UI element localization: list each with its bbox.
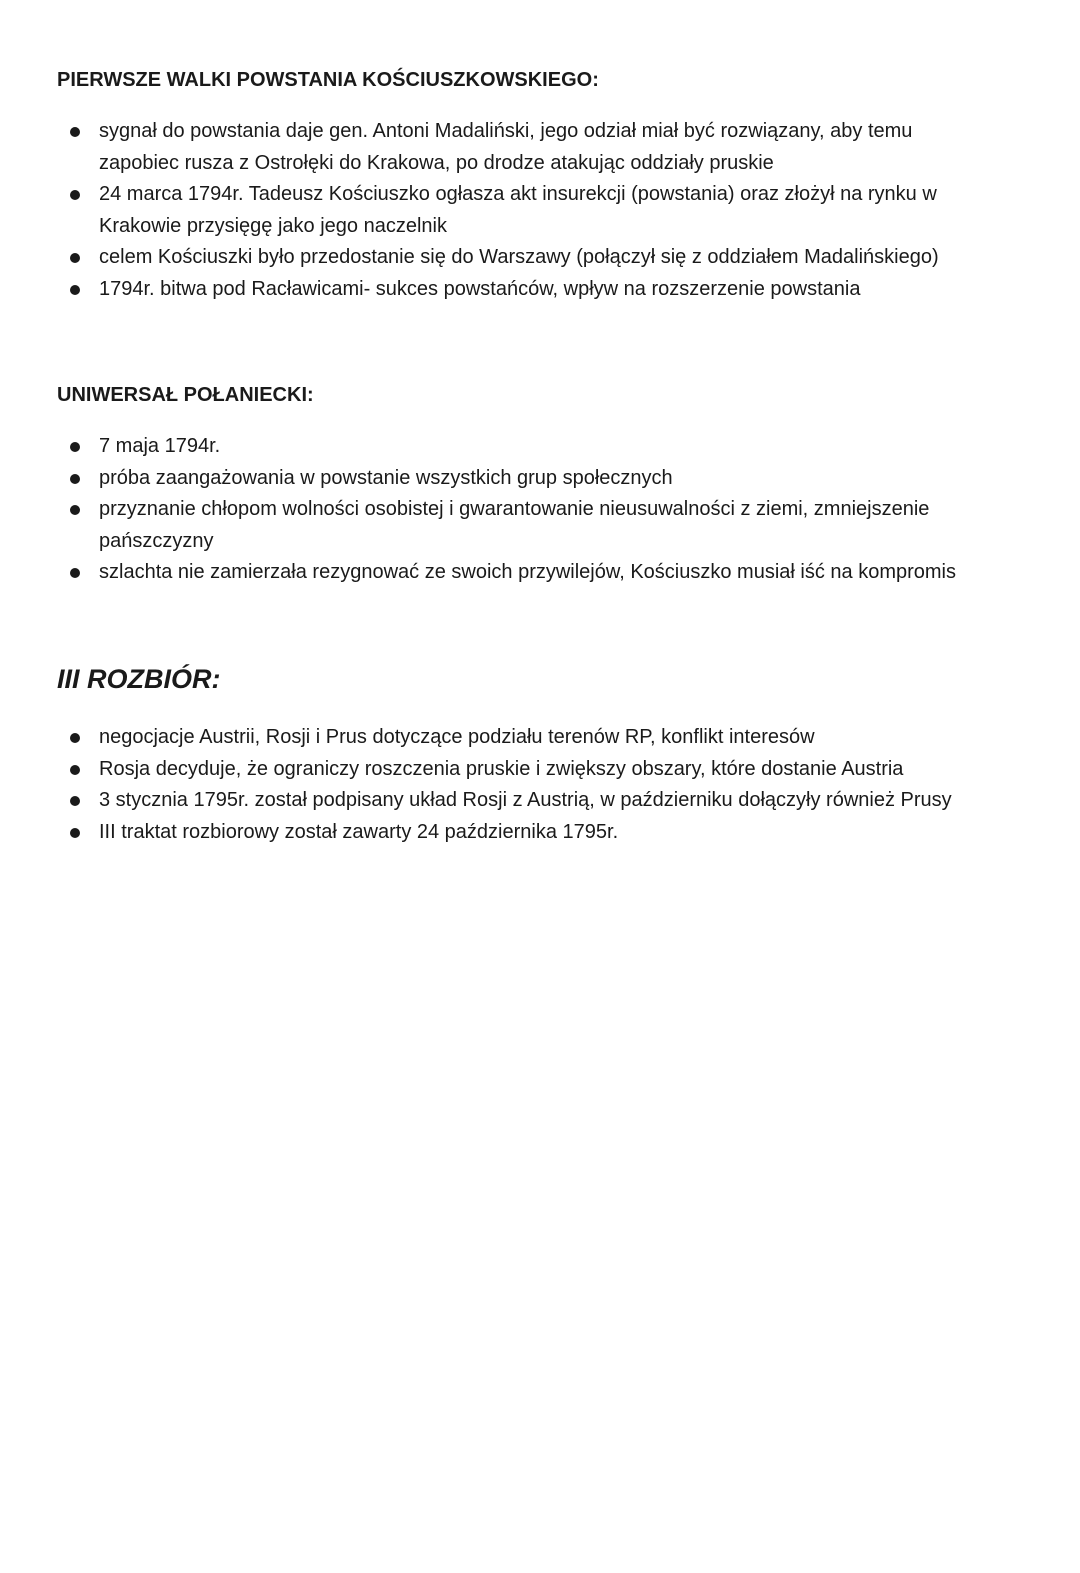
list-item [0, 817, 1080, 849]
list-item-line: pańszczyzny [99, 529, 214, 552]
list-item-line: III traktat rozbiorowy został zawarty 24 października 1795r. [99, 820, 619, 843]
list-item-line: szlachta nie zamierzała rezygnować ze swoich przywilejów, Kościuszko musiał iść na kompromis [99, 561, 956, 583]
list-item [0, 463, 1080, 495]
list-item-line: próba zaangażowania w powstanie wszystkich grup społecznych [99, 466, 673, 489]
bullet-icon [70, 568, 80, 578]
list-item [0, 242, 1080, 274]
section-heading-first-battles: PIERWSZE WALKI POWSTANIA KOŚCIUSZKOWSKIEGO: [57, 69, 599, 91]
list-item-line: sygnał do powstania daje gen. Antoni Madaliński, jego odział miał być rozwiązany, aby temu [99, 120, 913, 142]
list-item-line: 3 stycznia 1795r. został podpisany układ Rosji z Austrią, w październiku dołączyły również Prusy [99, 789, 952, 811]
bullet-list-first-battles [0, 116, 1080, 305]
list-item-line: 24 marca 1794r. Tadeusz Kościuszko ogłasza akt insurekcji (powstania) oraz złożył na rynku w [99, 183, 937, 205]
section-heading-polaniec-proclamation: UNIWERSAŁ POŁANIECKI: [57, 384, 314, 406]
list-item [0, 557, 1080, 589]
bullet-icon [70, 733, 80, 743]
list-item-line: zapobiec rusza z Ostrołęki do Krakowa, po drodze atakując oddziały pruskie [99, 151, 774, 174]
list-item-line: negocjacje Austrii, Rosji i Prus dotyczące podziału terenów RP, konflikt interesów [99, 726, 815, 748]
list-item [0, 274, 1080, 306]
list-item [0, 494, 1080, 557]
list-item [0, 754, 1080, 786]
bullet-icon [70, 253, 80, 263]
list-item-line: przyznanie chłopom wolności osobistej i gwarantowanie nieusuwalności z ziemi, zmniejszenie [99, 498, 930, 520]
bullet-icon [70, 442, 80, 452]
bullet-icon [70, 127, 80, 137]
bullet-icon [70, 474, 80, 484]
list-item [0, 116, 1080, 179]
list-item [0, 722, 1080, 754]
list-item [0, 431, 1080, 463]
bullet-icon [70, 765, 80, 775]
section-heading-third-partition: III ROZBIÓR: [57, 664, 221, 694]
bullet-icon [70, 285, 80, 295]
list-item [0, 179, 1080, 242]
list-item [0, 785, 1080, 817]
list-item-line: Krakowie przysięgę jako jego naczelnik [99, 214, 447, 237]
list-item-line: 1794r. bitwa pod Racławicami- sukces powstańców, wpływ na rozszerzenie powstania [99, 277, 861, 300]
list-item-line: Rosja decyduje, że ograniczy roszczenia pruskie i zwiększy obszary, które dostanie Austria [99, 757, 904, 780]
bullet-icon [70, 190, 80, 200]
list-item-line: celem Kościuszki było przedostanie się do Warszawy (połączył się z oddziałem Madalińskiego) [99, 246, 939, 268]
bullet-icon [70, 796, 80, 806]
bullet-list-polaniec-proclamation [0, 431, 1080, 589]
bullet-list-third-partition [0, 722, 1080, 848]
bullet-icon [70, 828, 80, 838]
bullet-icon [70, 505, 80, 515]
list-item-line: 7 maja 1794r. [99, 435, 221, 457]
